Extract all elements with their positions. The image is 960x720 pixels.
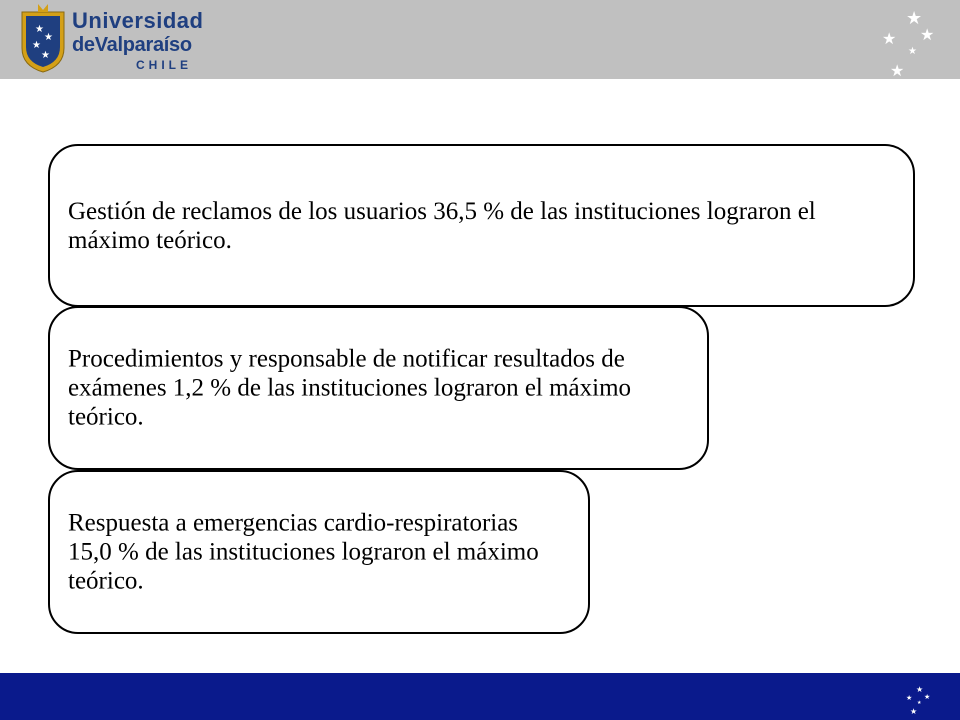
- university-logo: [18, 2, 238, 76]
- svg-text:★: ★: [906, 8, 923, 29]
- small-stars-icon: [904, 683, 934, 715]
- header-bar: [0, 0, 960, 79]
- statistic-box-emergencias: [48, 470, 590, 634]
- statistic-text-emergencias: Respuesta a emergencias cardio-respiratorias 15,0 % de las instituciones lograron el máximo teórico.: [68, 509, 539, 595]
- footer-bar: [0, 673, 960, 720]
- svg-text:★: ★: [882, 29, 897, 48]
- svg-text:★: ★: [908, 46, 917, 57]
- svg-text:★: ★: [916, 685, 924, 694]
- logo-text-valparaiso: deValparaíso: [72, 34, 192, 56]
- statistic-text-reclamos: Gestión de reclamos de los usuarios 36,5 % de las instituciones lograron el máximo teórico.: [68, 197, 816, 254]
- university-shield-icon: [18, 2, 68, 74]
- southern-cross-stars-icon: [880, 6, 940, 78]
- logo-text-universidad: Universidad: [72, 8, 204, 33]
- svg-text:★: ★: [35, 24, 44, 35]
- svg-text:★: ★: [924, 693, 931, 701]
- statistic-text-examenes: Procedimientos y responsable de notificar resultados de exámenes 1,2 % de las instituciones lograron el máximo teórico.: [68, 345, 632, 431]
- statistic-box-examenes: [48, 306, 709, 470]
- logo-text-chile: CHILE: [136, 58, 192, 72]
- svg-text:★: ★: [44, 32, 53, 43]
- statistic-box-reclamos: [48, 144, 915, 307]
- svg-text:★: ★: [920, 25, 935, 44]
- svg-text:★: ★: [890, 61, 905, 78]
- svg-text:★: ★: [917, 700, 922, 706]
- svg-text:★: ★: [32, 40, 41, 51]
- svg-text:★: ★: [41, 50, 50, 61]
- svg-text:★: ★: [910, 707, 918, 715]
- svg-text:★: ★: [906, 694, 913, 702]
